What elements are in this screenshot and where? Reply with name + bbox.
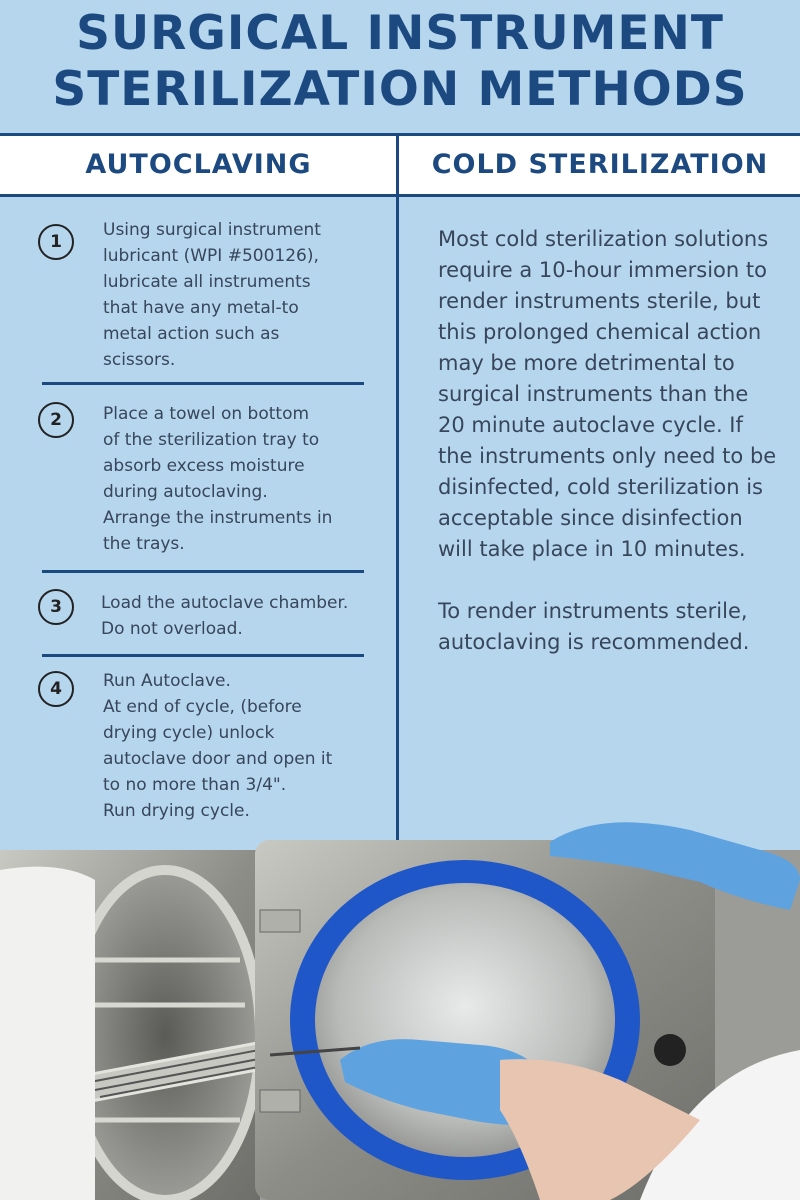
step-text: Run Autoclave. At end of cycle, (before drying cycle) unlock autoclave door and open it to no more than 3/4". Run drying cycle. (103, 671, 333, 821)
step-text: Using surgical instrument lubricant (WPI #500126), lubricate all instruments that have any metal-to metal action such as scissors. (103, 220, 321, 370)
autoclaving-heading: AUTOCLAVING (85, 149, 312, 180)
cold-sterilization-heading: COLD STERILIZATION (431, 149, 769, 180)
step-number-badge: 1 (38, 224, 74, 260)
door-knob (654, 1034, 686, 1066)
title-line-1: SURGICAL INSTRUMENT (76, 6, 724, 61)
step-number-badge: 2 (38, 402, 74, 438)
cold-paragraph-1: Most cold sterilization solutions require a 10-hour immersion to render instruments sterile, but this prolonged chemical action may be more detrimental to surgical instruments than the 20 minute autoclave cycle. If the instruments only need to be disinfected, cold sterilization is acceptable since disinfection will take place in 10 minutes. (438, 227, 777, 561)
column-divider (396, 133, 399, 845)
step-text: Place a towel on bottom of the sterilization tray to absorb excess moisture during autoclaving. Arrange the instruments in the trays. (103, 404, 333, 554)
autoclave-photo (0, 820, 800, 1200)
step-number-badge: 4 (38, 671, 74, 707)
title-line-2: STERILIZATION METHODS (52, 62, 748, 117)
cold-paragraph-2: To render instruments sterile, autoclaving is recommended. (438, 599, 750, 654)
step-divider (42, 654, 364, 657)
cabinet-edge (0, 867, 95, 1200)
page-title (0, 6, 800, 118)
step-text: Load the autoclave chamber. Do not overload. (101, 593, 349, 639)
column-header-row (0, 133, 800, 197)
cold-sterilization-body (438, 224, 778, 689)
step-divider (42, 570, 364, 573)
step-divider (42, 382, 364, 385)
step-number-badge: 3 (38, 589, 74, 625)
autoclave-chamber (70, 870, 260, 1200)
